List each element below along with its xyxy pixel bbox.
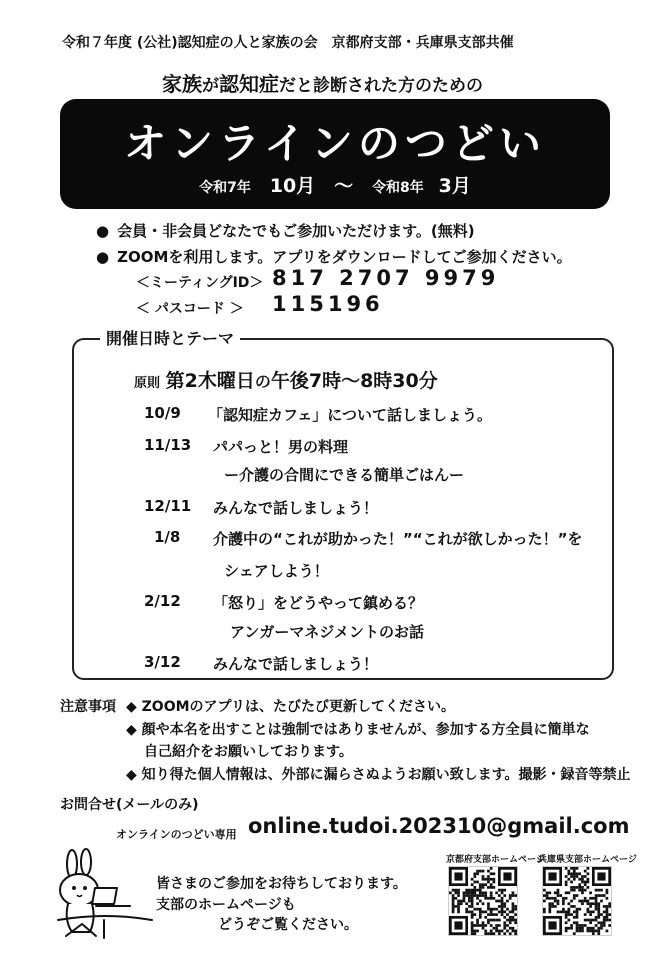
note-item [126,696,455,716]
meeting-id-label: ＜ミーティングID＞ [136,275,264,291]
event-period [60,171,610,198]
closing-line-1: 皆さまのご参加をお待ちしております。 [156,876,407,892]
schedule-date: 10/9 [144,404,181,422]
event-title: オンラインのつどい [124,119,546,168]
qr-caption-kyoto: 京都府支部ホームページ [446,855,545,865]
event-subtitle [162,68,483,97]
qr-code-hyogo-icon[interactable] [542,866,612,936]
bullet-zoom-text: ZOOMを利用します。アプリをダウンロードしてご参加ください。 [117,248,572,266]
black-diamond-icon: ◆ [126,722,137,738]
bullet-membership-text: 会員・非会員どなたでもご参加いただけます。(無料) [117,222,475,240]
schedule-date: 1/8 [154,528,181,546]
note-text: ZOOMのアプリは、たびたび更新してください。 [141,699,455,715]
schedule-date: 2/12 [144,592,181,610]
principle-day: 第2木曜日 [165,370,255,392]
bullet-membership [96,220,475,241]
schedule-topic: パパっと！男の料理 [213,438,349,456]
title-banner [60,99,610,209]
subtitle-family: 家族 [162,72,202,96]
schedule-topic-sub: ー介護の合間にできる簡単ごはんー [224,466,465,484]
schedule-topic: 「怒り」をどうやって鎮める？ [213,594,424,612]
schedule-topic-sub: シェアしよう！ [224,562,329,580]
closing-line-3: どうぞご覧ください。 [218,917,358,933]
schedule-principle [134,366,438,393]
principle-no: の [254,372,271,391]
closing-line-2: 支部のホームページも [156,897,296,913]
period-tilde: 〜 [334,175,354,197]
schedule-date: 11/13 [144,436,192,454]
black-diamond-icon: ◆ [126,699,137,715]
contact-sub: オンラインのつどい専用 [116,828,237,841]
passcode-label: ＜ パスコード ＞ [136,301,244,317]
contact-email[interactable]: online.tudoi.202310@gmail.com [248,814,630,838]
schedule-topic: 介護中の“これが助かった！”“これが欲しかった！”を [213,530,583,548]
period-month-start: 10月 [269,175,316,197]
bullet-zoom [96,246,572,267]
qr-caption-hyogo: 兵庫県支部ホームページ [538,855,637,865]
rabbit-at-laptop-icon [52,848,160,940]
meeting-id-value: 817 2707 9979 [272,266,500,290]
black-diamond-icon: ◆ [126,767,137,783]
note-continuation: 自己紹介をお願いしております。 [144,744,353,760]
schedule-heading: 開催日時とテーマ [100,326,240,349]
subtitle-rest: だと診断された方のための [279,76,483,96]
schedule-topic-sub: アンガーマネジメントのお話 [230,623,424,641]
period-month-end: 3月 [438,175,471,197]
notes-label: 注意事項 [60,699,116,715]
subtitle-dementia: 認知症 [219,72,279,96]
subtitle-ga: が [202,76,219,96]
period-era-start: 令和7年 [199,180,251,196]
schedule-topic: みんなで話しましょう！ [213,655,379,673]
passcode-value: 115196 [272,292,384,316]
schedule-date: 3/12 [144,653,181,671]
schedule-topic: みんなで話しましょう！ [213,499,379,517]
black-circle-icon: ● [96,248,110,266]
note-text: 知り得た個人情報は、外部に漏らさぬようお願い致します。撮影・録音等禁止 [141,767,631,783]
principle-prefix: 原則 [134,376,161,391]
black-circle-icon: ● [96,222,110,240]
organizer-line: 令和７年度 (公社)認知症の人と家族の会 京都府支部・兵庫県支部共催 [62,35,514,51]
qr-code-kyoto-icon[interactable] [448,866,518,936]
principle-time: 午後7時〜8時30分 [270,370,438,392]
note-item [126,719,590,739]
note-text: 顔や本名を出すことは強制ではありませんが、参加する方全員に簡単な [141,722,590,738]
contact-label: お問合せ(メールのみ) [60,797,199,813]
note-item [126,764,631,784]
schedule-date: 12/11 [144,497,192,515]
schedule-topic: 「認知症カフェ」について話しましょう。 [208,406,492,424]
period-era-end: 令和8年 [371,180,424,196]
